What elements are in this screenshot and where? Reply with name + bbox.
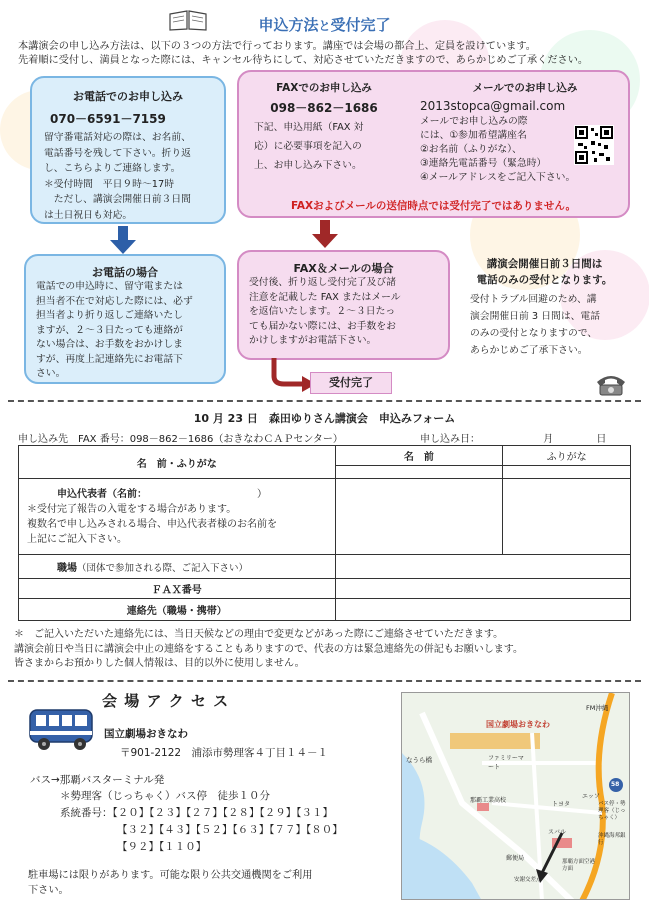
access-heading: 会 場 ア ク セ ス	[102, 692, 230, 710]
text-line: ない場合は、お手数をおかけしま	[36, 339, 183, 350]
text-line: 応）に必要事項を記入の	[254, 141, 362, 152]
text-line: 電話での申込時に、留守電または	[36, 281, 183, 292]
intro-text	[18, 40, 638, 68]
phone-application-box	[30, 76, 226, 224]
fax-mail-case-title: FAX＆メールの場合	[293, 262, 394, 275]
notice-heading: 講演会開催日前３日間は	[486, 258, 603, 270]
fax-input-cell[interactable]	[335, 579, 630, 599]
mail-address: 2013stopca@gmail.com	[420, 99, 566, 113]
col-furigana-header: ふりがな	[503, 446, 631, 466]
title-part: 受付完了	[330, 16, 391, 34]
phone-box-title: お電話でのお申し込み	[73, 90, 183, 103]
text-line: ても届かない際には、お手数をお	[249, 320, 396, 332]
fax-mail-warning: FAXおよびメールの送信時点では受付完了ではありません。	[290, 200, 577, 212]
contact-input-cell[interactable]	[335, 599, 630, 621]
map-label: 安謝交差点	[514, 877, 542, 883]
phone-case-title: お電話の場合	[92, 266, 158, 279]
text-line: には、①参加希望講座名	[420, 130, 527, 141]
title-part: 申込方法	[258, 16, 319, 34]
fax-number: 098－862－1686	[270, 101, 378, 115]
venue-address: 〒901-2122 浦添市勢理客４丁目１４－１	[120, 747, 329, 759]
parking-note	[28, 868, 312, 898]
text-line: 受付後、折り返し受付完了及び諸	[249, 277, 396, 288]
mail-title: メールでのお申し込み	[472, 82, 578, 94]
complete-badge: 受付完了	[310, 372, 392, 394]
text-line: ＊受付時間 平日９時～17時	[44, 178, 175, 190]
route-label: 系統番号：	[60, 807, 113, 819]
map-label: 那覇方面空港方面	[562, 859, 596, 872]
name-header-cell: 名 前・ふりがな	[19, 446, 336, 479]
text-line: は土日祝日も対応。	[44, 209, 133, 221]
title-part: と	[318, 19, 331, 33]
parking-line: 下さい。	[28, 885, 69, 896]
qr-code-icon	[574, 125, 614, 165]
rep-note: 複数名で申し込みされる場合、申込代表者様のお名前を	[27, 518, 277, 530]
telephone-icon	[594, 370, 628, 396]
furigana-input-cell[interactable]	[503, 466, 631, 479]
day-label: 日	[596, 434, 607, 445]
form-date	[420, 430, 606, 445]
notice-heading: 電話のみの受付となります。	[476, 274, 613, 286]
route-list: 【９２】【１１０】	[117, 841, 207, 853]
separator	[8, 400, 641, 402]
text-line: ただし、講演会開催日前３日間	[44, 194, 191, 205]
month-label: 月	[543, 434, 554, 445]
map-label: 郵便局	[506, 855, 525, 862]
name-input-cell[interactable]	[335, 479, 503, 555]
text-line: 上、お申し込み下さい。	[254, 160, 362, 171]
text-line: メールでお申し込みの際	[420, 116, 528, 127]
form-destination: 申し込み先 FAX 番号：098－862－1686（おきなわＣＡＰセンター）	[18, 434, 343, 445]
text-line: 電話番号を残して下さい。折り返	[44, 147, 191, 159]
text-line: ④メールアドレスをご記入下さい。	[420, 172, 576, 183]
map-venue-label: 国立劇場おきなわ	[486, 720, 550, 729]
arrow-down-icon	[110, 226, 136, 254]
page-title	[0, 14, 649, 35]
three-day-notice	[462, 256, 627, 359]
phone-case-box	[24, 254, 226, 384]
note-line: ＊ ご記入いただいた連絡先には、当日天候などの理由で変更などがあった際にご連絡させていただきます。	[14, 629, 504, 640]
text-line: 担当者より折り返しご連絡いたし	[36, 310, 183, 321]
text-line: を返信いたします。２～３日たっ	[249, 306, 396, 317]
text-line: あらかじめご了承下さい。	[470, 345, 588, 356]
text-line: ②お名前（ふりがな）、	[420, 144, 522, 155]
route-58-label: 58	[611, 781, 620, 788]
phone-box-text	[44, 130, 212, 223]
workplace-label: 職場	[57, 563, 77, 574]
furigana-input-cell[interactable]	[503, 479, 631, 555]
separator	[8, 680, 641, 682]
map-label: 那覇工業高校	[470, 797, 507, 804]
map-label: なうら橋	[406, 756, 432, 764]
phone-number: 070－6591－7159	[50, 112, 166, 126]
bus-stop: ＊勢理客（じっちゃく）バス停 徒歩１０分	[60, 790, 270, 802]
bus-icon	[26, 706, 100, 752]
date-label: 申し込み日：	[420, 434, 480, 445]
text-line: ③連絡先電話番号（緊急時）	[420, 158, 547, 169]
route-list: 【２０】【２３】【２７】【２８】【２９】【３１】	[112, 807, 333, 819]
text-line: すが、再度上記連絡先にお電話下	[36, 353, 183, 365]
contact-cell: 連絡先（職場・携帯）	[19, 599, 336, 621]
rep-close: ）	[257, 488, 267, 500]
workplace-input-cell[interactable]	[335, 555, 630, 579]
text-line: かけしますがお電話下さい。	[249, 335, 377, 346]
fax-mail-case-text	[249, 276, 438, 349]
text-line: 留守番電話対応の際は、お名前、	[44, 132, 191, 143]
text-line: のみの受付となりますので、	[470, 328, 598, 339]
phone-case-text	[36, 280, 214, 382]
map-label: バス停・勢理客（じっちゃく）	[598, 801, 626, 821]
workplace-note: （団体で参加される際、ご記入下さい）	[77, 563, 249, 574]
text-line: 担当者不在で対応した際には、必ず	[36, 295, 193, 307]
fax-mail-case-box	[237, 250, 450, 360]
form-title: 10 月 23 日 森田ゆりさん講演会 申込みフォーム	[193, 412, 456, 425]
intro-line: 先着順に受付し、満員となった際には、キャンセル待ちにして、対応させていただきますので、あらかじめご了承ください。	[18, 55, 589, 66]
map-label: エッソ	[582, 793, 600, 800]
name-input-cell[interactable]	[335, 466, 503, 479]
venue-name: 国立劇場おきなわ	[104, 728, 188, 740]
map-label: ファミリーマート	[488, 755, 524, 771]
fax-number-cell: ＦＡＸ番号	[19, 579, 336, 599]
bus-routes	[60, 805, 343, 856]
fax-section	[254, 80, 394, 175]
text-line: 下記、申込用紙（FAX 対	[254, 122, 364, 133]
text-line: さい。	[36, 368, 66, 379]
map-label: スバル	[548, 829, 567, 836]
route-list: 【３２】【４３】【５２】【６３】【７７】【８０】	[117, 824, 343, 836]
parking-line: 駐車場には限りがあります。可能な限り公共交通機関をご利用	[28, 870, 313, 881]
text-line: 注意を記載した FAX またはメール	[249, 291, 401, 303]
form-notes	[14, 628, 639, 672]
note-line: 講演会前日や当日に講演会中止の連絡をすることもありますので、代表の方は緊急連絡先の併記もお願いします。	[14, 643, 523, 655]
rep-note: 上記にご記入下さい。	[27, 533, 127, 545]
text-line: ますが、２～３日たっても連絡が	[36, 324, 183, 336]
workplace-cell	[19, 555, 336, 579]
map-label: FM沖縄	[586, 704, 609, 712]
notice-text	[462, 291, 627, 359]
map-label: 沖縄海邦銀行	[598, 833, 626, 846]
note-line: 皆さまからお預かりした個人情報は、目的以外に使用しません。	[14, 658, 305, 669]
access-map	[401, 692, 630, 900]
arrow-down-icon	[312, 220, 338, 248]
application-form-table	[18, 445, 631, 621]
rep-label: 申込代表者（名前：	[57, 488, 147, 500]
bus-from: バス→那覇バスターミナル発	[30, 774, 165, 786]
text-line: 演会開催日前 3 日間は、電話	[470, 311, 601, 322]
map-label: トヨタ	[552, 801, 571, 808]
fax-text	[254, 118, 394, 175]
fax-title: FAXでのお申し込み	[276, 82, 372, 94]
text-line: 受付トラブル回避のため、講	[470, 294, 597, 305]
rep-note: ＊受付完了報告の入電をする場合があります。	[27, 503, 237, 515]
col-name-header: 名 前	[335, 446, 503, 466]
intro-line: 本講演会の申し込み方法は、以下の３つの方法で行っております。講座では会場の都合上、定員を設けています。	[18, 41, 536, 52]
representative-cell	[19, 479, 336, 555]
text-line: し、こちらよりご連絡します。	[44, 163, 181, 174]
